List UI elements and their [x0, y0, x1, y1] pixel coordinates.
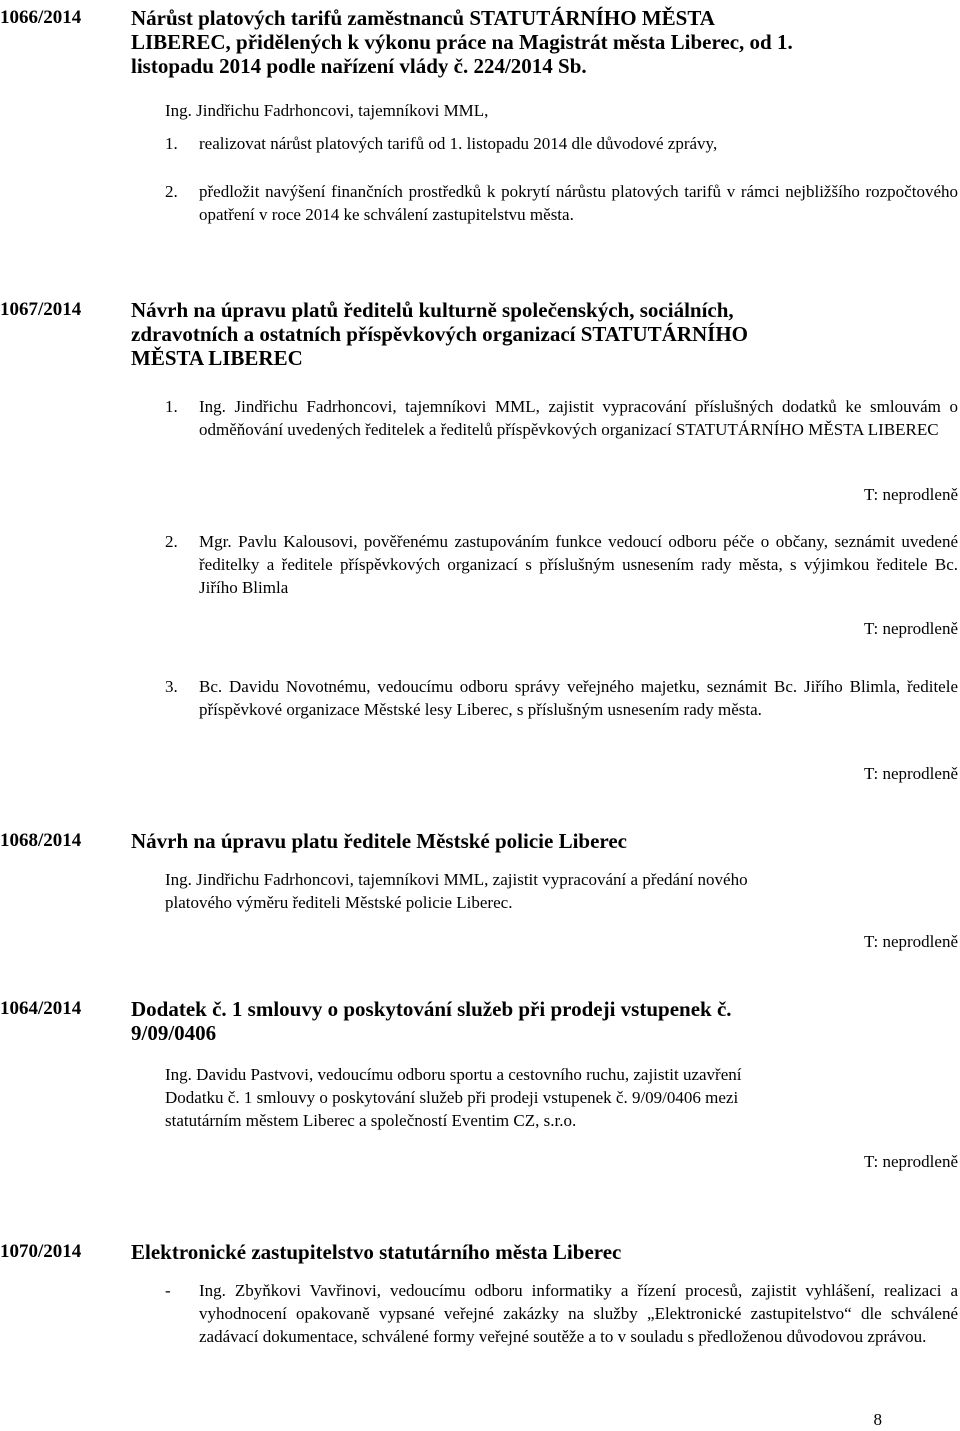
term-label: T: neprodleně	[863, 619, 958, 638]
resolution-title: Návrh na úpravu platů ředitelů kulturně společenských, sociálních, zdravotních a ostatních příspěvkových organizací STATUTÁRNÍHO MĚSTA LIBEREC	[131, 298, 748, 370]
item-text: Mgr. Pavlu Kalousovi, pověřenému zastupováním funkce vedoucí odboru péče o občany, seznámit uvedené ředitelky a ředitele příspěvkových organizací s příslušným usnesením rady města, s výjimkou ředitele Bc. Jiřího Blimla	[199, 532, 958, 597]
resolution-title: Dodatek č. 1 smlouvy o poskytování služeb při prodeji vstupenek č. 9/09/0406	[131, 997, 732, 1045]
item-label: 3.	[165, 677, 178, 696]
resolution-number: 1068/2014	[0, 830, 82, 851]
item-text: Bc. Davidu Novotnému, vedoucímu odboru správy veřejného majetku, seznámit Bc. Jiřího Blimla, ředitele příspěvkové organizace Městské lesy Liberec, s příslušným usnesením rady města.	[199, 677, 958, 719]
term-label: T: neprodleně	[863, 764, 958, 783]
resolution-number: 1066/2014	[0, 7, 82, 28]
item-label: 1.	[165, 134, 178, 153]
addressee: Ing. Jindřichu Fadrhoncovi, tajemníkovi MML,	[165, 101, 489, 120]
resolution-number: 1067/2014	[0, 299, 82, 320]
item-text: Ing. Jindřichu Fadrhoncovi, tajemníkovi MML, zajistit vypracování příslušných dodatků ke smlouvám o odměňování uvedených ředitelek a ředitelů příspěvkových organizací STATUTÁRNÍHO MĚSTA LIBEREC	[199, 397, 958, 439]
resolution-title: Elektronické zastupitelstvo statutárního města Liberec	[131, 1240, 622, 1264]
item-label: 1.	[165, 397, 178, 416]
item-text: Ing. Zbyňkovi Vavřinovi, vedoucímu odboru informatiky a řízení procesů, zajistit vyhlášení, realizaci a vyhodnocení opakovaně vypsané veřejné zakázky na služby „Elektronické zastupitelstvo“ dle schválené zadávací dokumentace, schválené formy veřejné soutěže a to v souladu s předloženou důvodovou zprávou.	[199, 1281, 958, 1346]
resolution-title: Návrh na úpravu platu ředitele Městské policie Liberec	[131, 829, 627, 853]
resolution-number: 1064/2014	[0, 998, 82, 1019]
resolution-title: Nárůst platových tarifů zaměstnanců STATUTÁRNÍHO MĚSTA LIBEREC, přidělených k výkonu práce na Magistrát města Liberec, od 1. listopadu 2014 podle nařízení vlády č. 224/2014 Sb.	[131, 6, 793, 78]
item-label: 2.	[165, 532, 178, 551]
item-text: předložit navýšení finančních prostředků k pokrytí nárůstu platových tarifů v rámci nejbližšího rozpočtového opatření v roce 2014 ke schválení zastupitelstvu města.	[199, 182, 958, 224]
item-text: realizovat nárůst platových tarifů od 1. listopadu 2014 dle důvodové zprávy,	[199, 134, 718, 153]
term-label: T: neprodleně	[863, 485, 958, 504]
resolution-text: Ing. Jindřichu Fadrhoncovi, tajemníkovi MML, zajistit vypracování a předání nového platového výměru řediteli Městské policie Liberec.	[165, 870, 748, 912]
item-label: 2.	[165, 182, 178, 201]
resolution-number: 1070/2014	[0, 1241, 82, 1262]
page-number: 8	[873, 1410, 882, 1429]
item-label: -	[165, 1281, 171, 1300]
resolution-text: Ing. Davidu Pastvovi, vedoucímu odboru sportu a cestovního ruchu, zajistit uzavření Dodatku č. 1 smlouvy o poskytování služeb při prodeji vstupenek č. 9/09/0406 mezi statutárním městem Liberec a společností Eventim CZ, s.r.o.	[165, 1065, 742, 1130]
term-label: T: neprodleně	[863, 932, 958, 951]
term-label: T: neprodleně	[863, 1152, 958, 1171]
